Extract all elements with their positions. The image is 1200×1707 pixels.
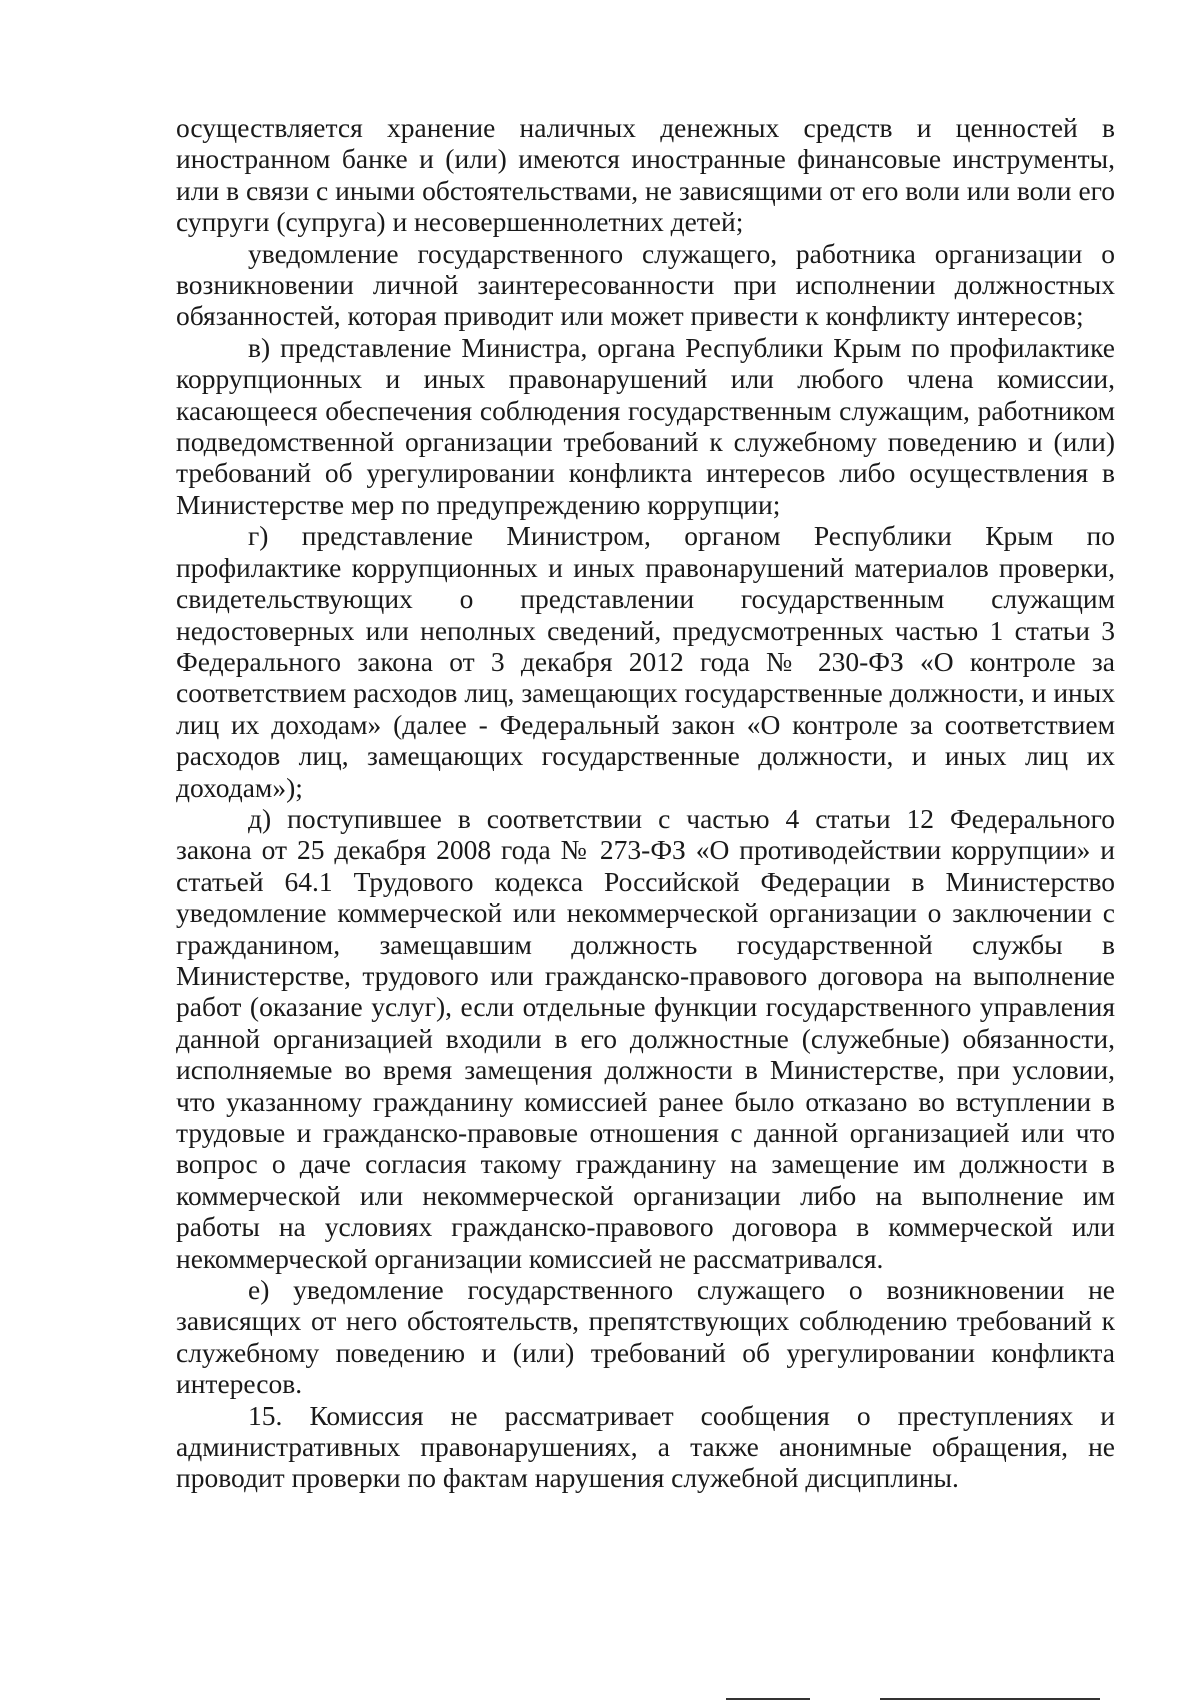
paragraph-continuation: осуществляется хранение наличных денежных средств и ценностей в иностранном банке и (или) имеются иностранные финансовые инструменты, или в связи с иными обстоятельствами, не зависящими от его воли или воли его супруги (супруга) и несовершеннолетних детей; bbox=[176, 112, 1115, 238]
scan-footer-line-right bbox=[880, 1698, 1100, 1700]
scan-footer-line-left bbox=[726, 1698, 810, 1700]
paragraph-item-g: г) представление Министром, органом Республики Крым по профилактике коррупционных и иных правонарушений материалов проверки, свидетельствующих о представлении государственным служащим недостоверных или неполных сведений, предусмотренных частью 1 статьи 3 Федерального закона от 3 декабря 2012 года № 230-ФЗ «О контроле за соответствием расходов лиц, замещающих государственные должности, и иных лиц их доходам» (далее - Федеральный закон «О контроле за соответствием расходов лиц, замещающих государственные должности, и иных лиц их доходам»); bbox=[176, 520, 1115, 803]
paragraph-item-15: 15. Комиссия не рассматривает сообщения о преступлениях и административных правонарушениях, а также анонимные обращения, не проводит проверки по фактам нарушения служебной дисциплины. bbox=[176, 1399, 1115, 1494]
paragraph-item-d: д) поступившее в соответствии с частью 4 статьи 12 Федерального закона от 25 декабря 2008 года № 273-ФЗ «О противодействии коррупции» и статьей 64.1 Трудового кодекса Российской Федерации в Министерство уведомление коммерческой или некоммерческой организации о заключении с гражданином, замещавшим должность государственной службы в Министерстве, трудового или гражданско-правового договора на выполнение работ (оказание услуг), если отдельные функции государственного управления данной организацией входили в его должностные (служебные) обязанности, исполняемые во время замещения должности в Министерстве, при условии, что указанному гражданину комиссией ранее было отказано во вступлении в трудовые и гражданско-правовые отношения с данной организацией или что вопрос о даче согласия такому гражданину на замещение им должности в коммерческой или некоммерческой организации либо на выполнение им работы на условиях гражданско-правового договора в коммерческой или некоммерческой организации комиссией не рассматривался. bbox=[176, 802, 1115, 1274]
paragraph-item-v: в) представление Министра, органа Республики Крым по профилактике коррупционных и иных правонарушений или любого члена комиссии, касающееся обеспечения соблюдения государственным служащим, работником подведомственной организации требований к служебному поведению и (или) требований об урегулировании конфликта интересов либо осуществления в Министерстве мер по предупреждению коррупции; bbox=[176, 331, 1115, 520]
document-body bbox=[176, 112, 1115, 1494]
paragraph-item-e: е) уведомление государственного служащего о возникновении не зависящих от него обстоятельств, препятствующих соблюдению требований к служебному поведению и (или) требований об урегулировании конфликта интересов. bbox=[176, 1274, 1115, 1400]
paragraph-notification-conflict: уведомление государственного служащего, работника организации о возникновении личной заинтересованности при исполнении должностных обязанностей, которая приводит или может привести к конфликту интересов; bbox=[176, 237, 1115, 332]
